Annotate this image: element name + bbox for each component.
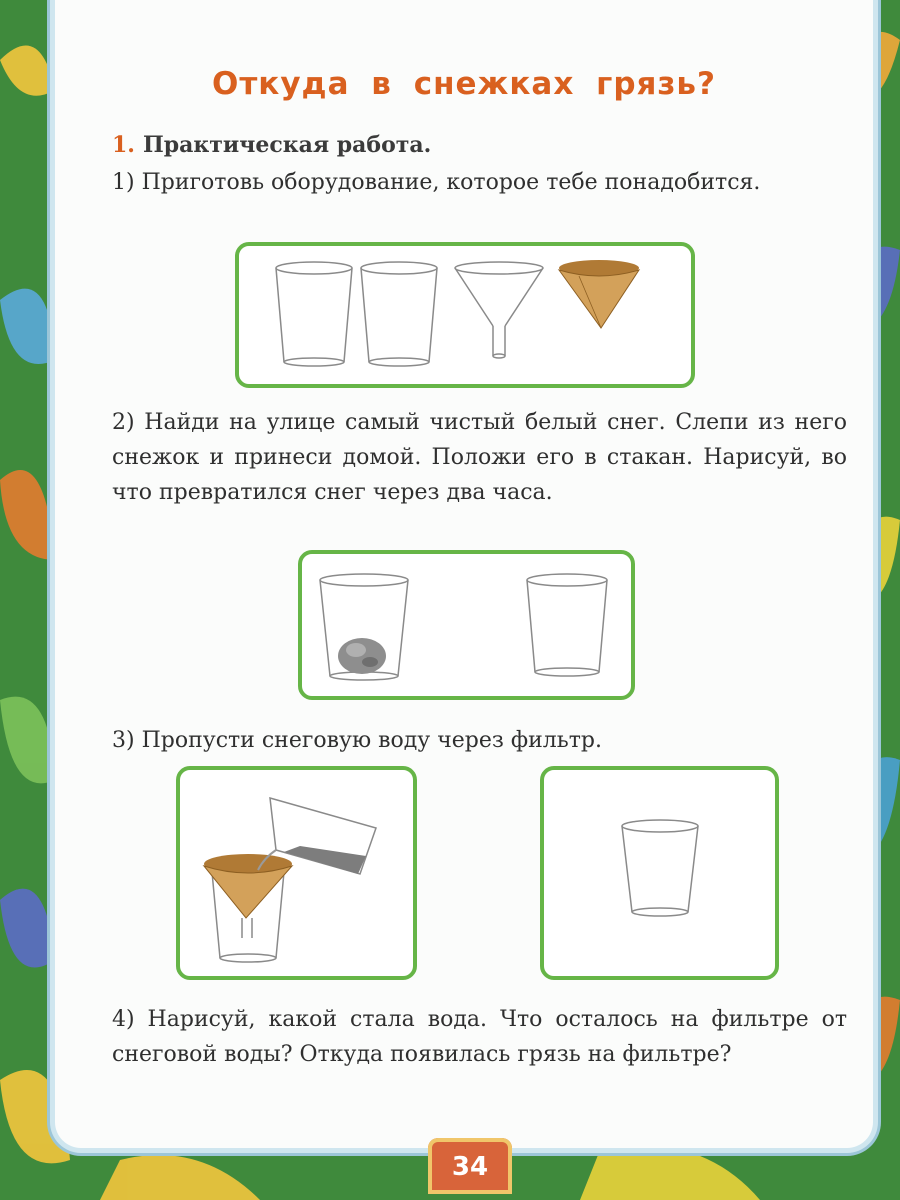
glass-icon bbox=[527, 574, 607, 676]
workbook-page bbox=[55, 0, 873, 1148]
paper-filter-icon bbox=[559, 260, 639, 328]
step-4-text: 4) Нарисуй, какой стала вода. Что осталось на фильтре от снеговой воды? Откуда появилась грязь на фильтре? bbox=[112, 1007, 847, 1067]
glass-icon bbox=[361, 262, 437, 366]
step-2-text: 2) Найди на улице самый чистый белый снег. Слепи из него снежок и принеси домой. Положи его в стакан. Нарисуй, во что превратился снег через два часа. bbox=[112, 410, 847, 505]
task-number: 1. bbox=[112, 132, 135, 158]
page-title: Откуда в снежках грязь? bbox=[211, 66, 717, 102]
step-3-text: 3) Пропусти снеговую воду через фильтр. bbox=[112, 728, 602, 753]
glass-icon bbox=[276, 262, 352, 366]
page-number: 34 bbox=[428, 1138, 512, 1194]
funnel-icon bbox=[455, 262, 543, 358]
glass-icon bbox=[622, 820, 698, 916]
equipment-box bbox=[235, 242, 695, 388]
task-heading-text: Практическая работа. bbox=[142, 132, 432, 158]
snowball-icon bbox=[338, 638, 386, 674]
result-box bbox=[540, 766, 779, 980]
task-heading bbox=[112, 132, 431, 158]
snowball-box bbox=[298, 550, 635, 700]
step-1-text: 1) Приготовь оборудование, которое тебе понадобится. bbox=[112, 170, 761, 195]
filtering-box bbox=[176, 766, 417, 980]
